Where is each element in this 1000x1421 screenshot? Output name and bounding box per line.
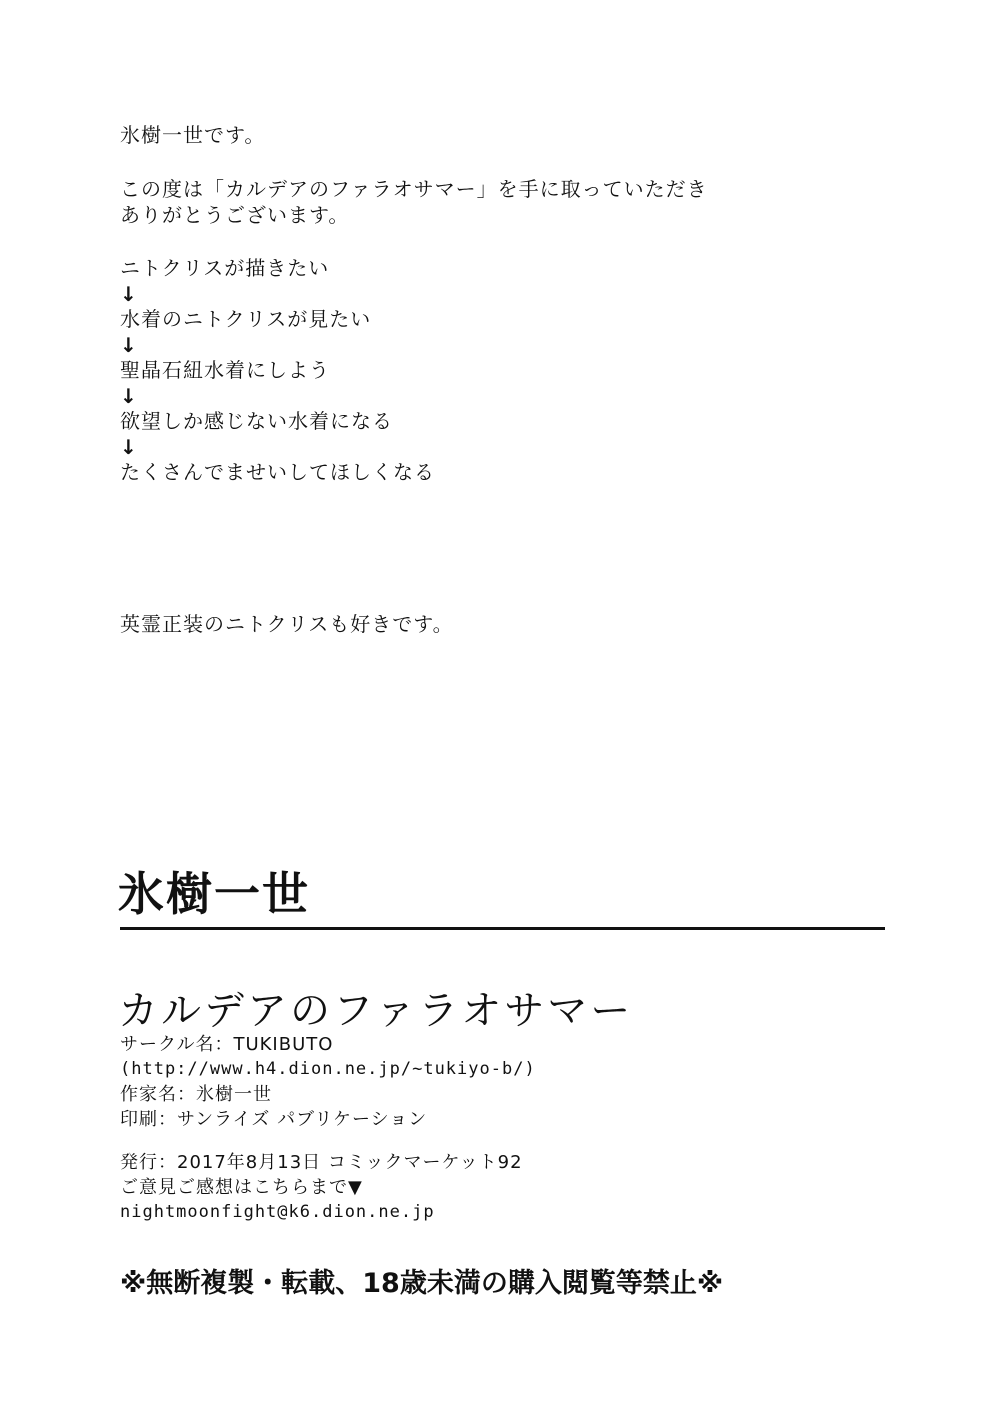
down-arrow-icon: ↓ [120, 332, 138, 357]
thanks-line-1: この度は「カルデアのファラオサマー」を手に取っていただき [120, 177, 708, 201]
down-arrow-icon: ↓ [120, 281, 138, 306]
printer-name: 印刷：サンライズ パブリケーション [120, 1109, 428, 1130]
circle-name: サークル名：TUKIBUTO [120, 1034, 334, 1055]
author-signature: 氷樹一世 [118, 867, 310, 921]
flow-step: たくさんでませいしてほしくなる [120, 460, 435, 484]
publication-date: 発行：2017年8月13日 コミックマーケット92 [120, 1152, 523, 1173]
greeting-line: 氷樹一世です。 [120, 123, 266, 147]
down-arrow-icon: ↓ [120, 434, 138, 459]
copyright-warning: ※無断複製・転載、18歳未満の購入閲覧等禁止※ [120, 1268, 724, 1299]
contact-email: nightmoonfight@k6.dion.ne.jp [120, 1202, 435, 1222]
feedback-line: ご意見ご感想はこちらまで▼ [120, 1177, 363, 1198]
book-title: カルデアのファラオサマー [118, 988, 634, 1034]
colophon [120, 1032, 880, 1225]
flow-step: ニトクリスが描きたい [120, 256, 330, 280]
closing-line: 英霊正装のニトクリスも好きです。 [120, 612, 454, 636]
divider [120, 927, 885, 930]
flow-step: 欲望しか感じない水着になる [120, 409, 393, 433]
afterword-text [120, 122, 880, 486]
author-name: 作家名：氷樹一世 [120, 1084, 272, 1105]
thanks-line-2: ありがとうございます。 [120, 203, 350, 227]
flow-step: 水着のニトクリスが見たい [120, 307, 372, 331]
down-arrow-icon: ↓ [120, 383, 138, 408]
circle-url: (http://www.h4.dion.ne.jp/~tukiyo-b/) [120, 1059, 536, 1079]
motivation-flow [120, 256, 880, 486]
flow-step: 聖晶石紐水着にしよう [120, 358, 330, 382]
